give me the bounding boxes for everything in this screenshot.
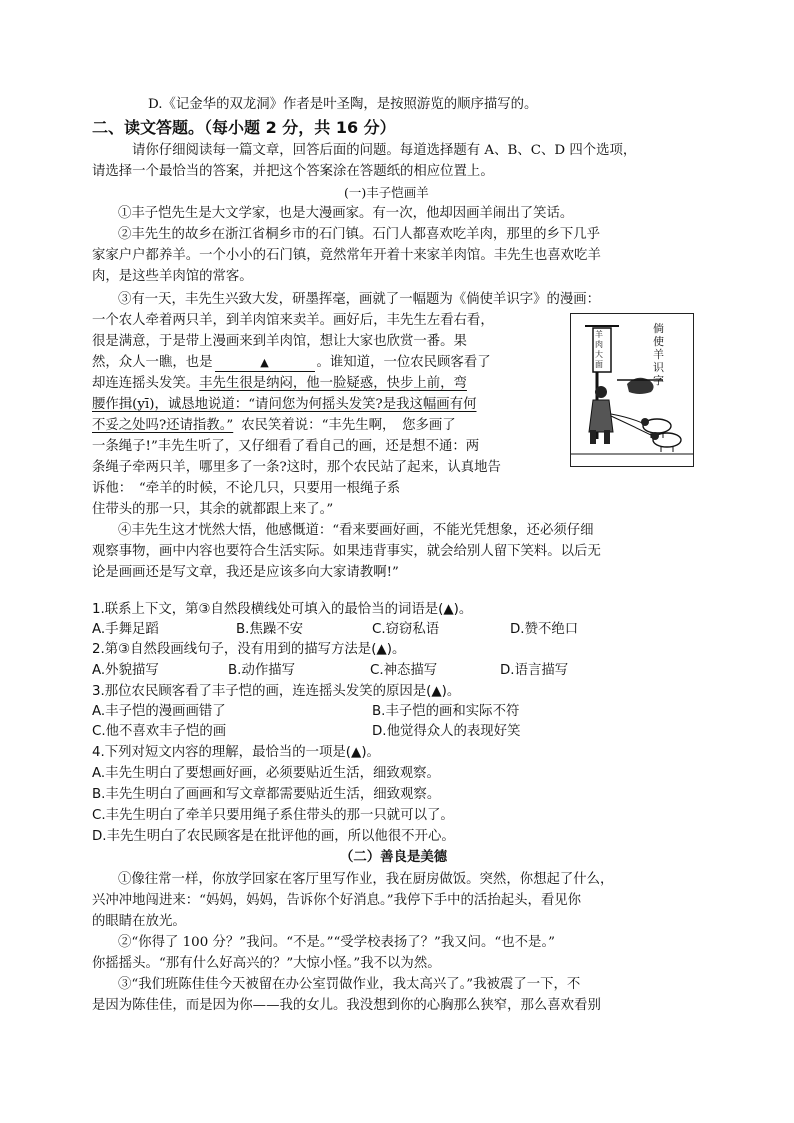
p1-line-11-text-b: 农民笑着说：“丰先生啊， 您多画了 [241,418,456,433]
cartoon-caption: 倘使羊识字 [653,322,664,387]
p1-line-18: 论是画画还是写文章，我还是应该多向大家请教啊!” [92,565,399,580]
instruction-line-1: 请你仔细阅读每一篇文章，回答后面的问题。每道选择题有 A、B、C、D 四个选项， [132,143,637,158]
p2-line-1: ①像往常一样，你放学回家在客厅里写作业，我在厨房做饭。突然，你想起了什么， [118,872,614,887]
q1-option-a[interactable]: A.手舞足蹈 [92,622,159,637]
p1-line-8-text-a: 然，众人一瞧，也是 [92,355,213,370]
section-heading: 二、读文答题。（每小题 2 分，共 16 分） [92,118,396,137]
option-d-prev-question: D.《记金华的双龙洞》作者是叶圣陶，是按照游览的顺序描写的。 [148,97,538,112]
p1-line-9 [92,374,467,394]
q2-option-d[interactable]: D.语言描写 [500,663,569,678]
p1-line-2: ②丰先生的故乡在浙江省桐乡市的石门镇。石门人都喜欢吃羊肉，那里的乡下几乎 [118,227,601,242]
cartoon-illustration [570,313,694,467]
p1-line-8-text-b: 。谁知道，一位农民顾客看了 [316,355,491,370]
p1-line-5: ③有一天，丰先生兴致大发，研墨挥毫，画就了一幅题为《倘使羊识字》的漫画： [118,292,601,307]
underlined-sentence-part-1: 丰先生很是纳闷，他一脸疑惑，快步上前，弯 [199,376,467,391]
question-3-options-cd [92,722,520,742]
underlined-sentence-part-2: 腰作揖(yī)，诚恳地说道：“请问您为何摇头发笑?是我这幅画有何 [92,397,477,412]
p1-line-11 [92,416,456,436]
question-1-options [92,620,578,640]
p1-line-16: ④丰先生这才恍然大悟，他感慨道：“看来要画好画，不能光凭想象，还必须仔细 [118,523,594,538]
p1-line-1: ①丰子恺先生是大文学家，也是大漫画家。有一次，他却因画羊闹出了笑话。 [118,206,574,221]
p1-line-14: 诉他： “牵羊的时候，不论几只，只要用一根绳子系 [92,481,401,496]
question-3: 3.那位农民顾客看了丰子恺的画，连连摇头发笑的原因是(▲)。 [92,684,461,699]
p1-line-3: 家家户户都养羊。一个小小的石门镇，竟然常年开着十来家羊肉馆。丰先生也喜欢吃羊 [92,248,601,263]
q4-option-a[interactable]: A.丰先生明白了要想画好画，必须要贴近生活，细致观察。 [92,766,440,781]
question-1: 1.联系上下文，第③自然段横线处可填入的最恰当的词语是(▲)。 [92,602,473,617]
q1-option-d[interactable]: D.赞不绝口 [510,622,579,637]
question-2-options [92,661,568,681]
q3-option-c[interactable]: C.他不喜欢丰子恺的画 [92,724,227,739]
question-4: 4.下列对短文内容的理解，最恰当的一项是(▲)。 [92,745,380,760]
q3-option-a[interactable]: A.丰子恺的漫画画错了 [92,704,226,719]
question-3-options-ab [92,702,519,722]
q3-option-d[interactable]: D.他觉得众人的表现好笑 [372,724,521,739]
p1-line-7: 很是满意，于是带上漫画来到羊肉馆，想让大家也欣赏一番。果 [92,334,467,349]
q1-option-b[interactable]: B.焦躁不安 [236,622,304,637]
q2-option-a[interactable]: A.外貌描写 [92,663,159,678]
q4-option-b[interactable]: B.丰先生明白了画画和写文章都需要贴近生活，细致观察。 [92,787,441,802]
underlined-sentence-part-3: 不妥之处吗?还请指教。” [92,418,234,433]
q3-option-b[interactable]: B.丰子恺的画和实际不符 [372,704,520,719]
q4-option-d[interactable]: D.丰先生明白了农民顾客是在批评他的画，所以他很不开心。 [92,829,455,844]
question-2: 2.第③自然段画线句子，没有用到的描写方法是(▲)。 [92,642,406,657]
p1-line-4: 肉，是这些羊肉馆的常客。 [92,269,253,284]
blank-mark: ▲ [260,356,269,369]
p2-line-5: 你摇摇头。“那有什么好高兴的？”大惊小怪。”我不以为然。 [92,956,441,971]
p2-line-7: 是因为陈佳佳，而是因为你——我的女儿。我没想到你的心胸那么狭窄，那么喜欢看别 [92,998,601,1013]
p2-line-3: 的眼睛在放光。 [92,914,186,929]
p2-line-2: 兴冲冲地闯进来：“妈妈，妈妈，告诉你个好消息。”我停下手中的活抬起头，看见你 [92,893,582,908]
p1-line-13: 条绳子牵两只羊，哪里多了一条?这时，那个农民站了起来，认真地告 [92,460,501,475]
p1-line-17: 观察事物，画中内容也要符合生活实际。如果违背事实，就会给别人留下笑料。以后无 [92,544,601,559]
p2-line-4: ②“你得了 100 分？”我问。“不是。”“受学校表扬了？”我又问。“也不是。” [118,935,555,950]
q4-option-c[interactable]: C.丰先生明白了牵羊只要用绳子系住带头的那一只就可以了。 [92,808,454,823]
p1-line-6: 一个农人牵着两只羊，到羊肉馆来卖羊。画好后，丰先生左看右看， [92,313,494,328]
p1-line-12: 一条绳子!”丰先生听了，又仔细看了看自己的画，还是想不通：两 [92,439,480,454]
q1-option-c[interactable]: C.窃窃私语 [372,622,440,637]
p1-line-15: 住带头的那一只，其余的就都跟上来了。” [92,502,334,517]
q2-option-b[interactable]: B.动作描写 [228,663,296,678]
passage-1-title: (一)丰子恺画羊 [344,185,429,200]
fill-in-blank [215,355,315,372]
p2-line-6: ③“我们班陈佳佳今天被留在办公室罚做作业，我太高兴了。”我被震了一下，不 [118,977,581,992]
cartoon-sign-text: 羊肉大面 [595,330,603,369]
cartoon-drawing [571,314,693,466]
passage-2-title: （二）善良是美德 [340,850,448,865]
p1-line-8 [92,353,491,373]
q2-option-c[interactable]: C.神态描写 [370,663,438,678]
p1-line-9-text-a: 却连连摇头发笑。 [92,376,200,391]
instruction-line-2: 请选择一个最恰当的答案，并把这个答案涂在答题纸的相应位置上。 [92,164,494,179]
